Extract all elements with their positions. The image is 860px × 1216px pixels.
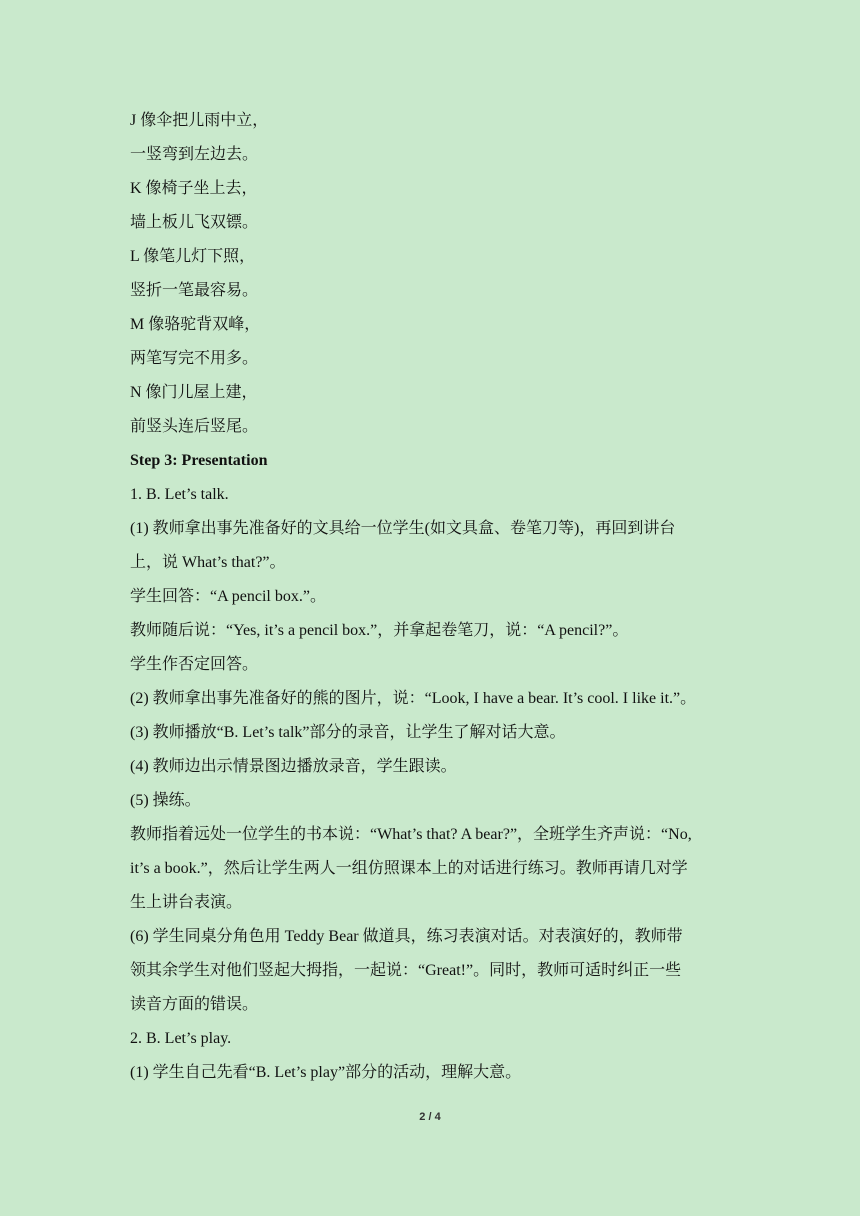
subsection-heading: 2. B. Let’s play. [130, 1030, 232, 1047]
text-line: 两笔写完不用多。 [130, 350, 259, 367]
text-line: 一竖弯到左边去。 [130, 146, 259, 163]
text-line: (2) 教师拿出事先准备好的熊的图片，说：“Look, I have a bear. It’s cool. I like it.”。 [130, 690, 697, 707]
text-line: J 像伞把儿雨中立， [130, 112, 269, 129]
text-line: (1) 学生自己先看“B. Let’s play”部分的活动，理解大意。 [130, 1064, 522, 1081]
text-line: 上，说 What’s that?”。 [130, 554, 286, 571]
text-line: 学生回答：“A pencil box.”。 [130, 588, 326, 605]
text-line: 学生作否定回答。 [130, 656, 259, 673]
text-line: it’s a book.”，然后让学生两人一组仿照课本上的对话进行练习。教师再请几对学 [130, 860, 688, 877]
text-line: 领其余学生对他们竖起大拇指，一起说：“Great!”。同时，教师可适时纠正一些 [130, 962, 682, 979]
text-line: M 像骆驼背双峰， [130, 316, 261, 333]
text-line: (3) 教师播放“B. Let’s talk”部分的录音，让学生了解对话大意。 [130, 724, 566, 741]
text-line: 读音方面的错误。 [130, 996, 259, 1013]
text-line: (1) 教师拿出事先准备好的文具给一位学生(如文具盒、卷笔刀等)，再回到讲台 [130, 520, 676, 537]
text-line: 竖折一笔最容易。 [130, 282, 259, 299]
text-line: L 像笔儿灯下照， [130, 248, 256, 265]
text-line: (5) 操练。 [130, 792, 201, 809]
text-line: (4) 教师边出示情景图边播放录音，学生跟读。 [130, 758, 457, 775]
page-number: 2 / 4 [419, 1111, 441, 1123]
text-line: 生上讲台表演。 [130, 894, 243, 911]
subsection-heading: 1. B. Let’s talk. [130, 486, 229, 503]
section-heading: Step 3: Presentation [130, 452, 268, 469]
text-line: (6) 学生同桌分角色用 Teddy Bear 做道具，练习表演对话。对表演好的，教师带 [130, 928, 683, 945]
document-body [130, 104, 730, 1090]
text-line: N 像门儿屋上建， [130, 384, 258, 401]
text-line: 教师随后说：“Yes, it’s a pencil box.”，并拿起卷笔刀，说：“A pencil?”。 [130, 622, 629, 639]
text-line: K 像椅子坐上去， [130, 180, 258, 197]
text-line: 前竖头连后竖尾。 [130, 418, 259, 435]
text-line: 教师指着远处一位学生的书本说：“What’s that? A bear?”，全班学生齐声说：“No, [130, 826, 692, 843]
text-line: 墙上板儿飞双镖。 [130, 214, 259, 231]
